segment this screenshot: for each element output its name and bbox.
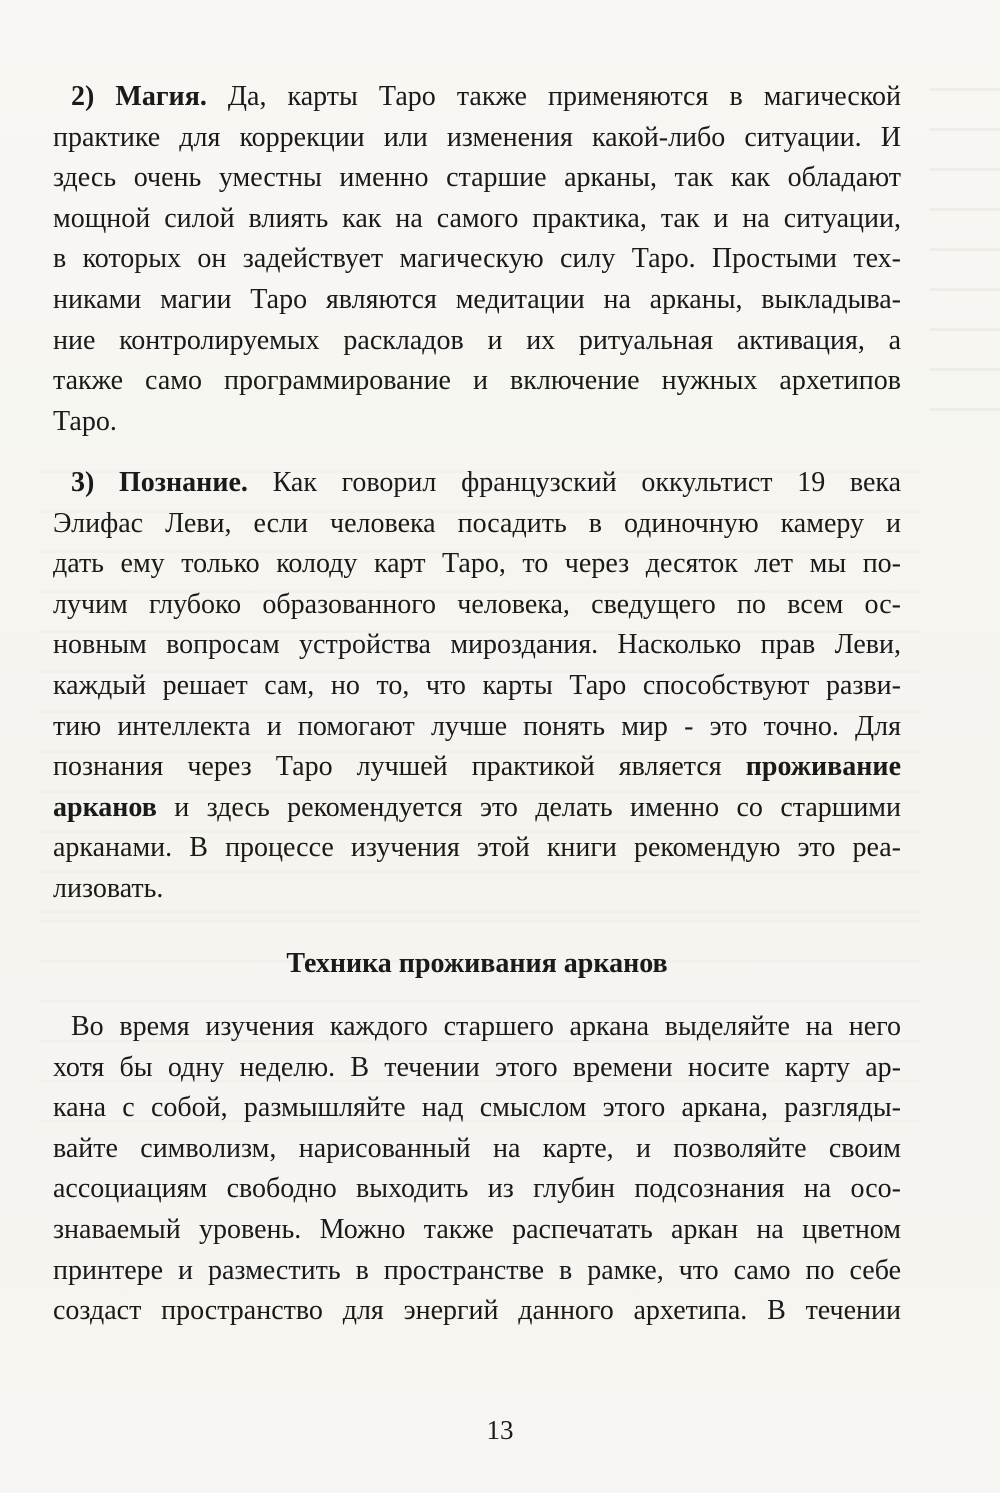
text-line: лизовать. (53, 872, 164, 904)
knowledge-label: 3) Познание. (71, 467, 248, 498)
magic-label: 2) Магия. (71, 81, 207, 112)
knowledge-paragraph (53, 463, 901, 910)
text-line: 2) Магия. Да, карты Таро также применяются в магической (71, 81, 901, 112)
text-line: познания через Таро лучшей практикой является проживание (53, 751, 901, 783)
text-line: Элифас Леви, если человека посадить в одиночную камеру и (53, 507, 901, 539)
technique-paragraph (53, 1007, 901, 1332)
text-line: никами магии Таро являются медитации на арканы, выкладыва- (53, 283, 901, 315)
text-line: в которых он задействует магическую силу Таро. Простыми тех- (53, 243, 901, 275)
emphasis-living-arcana: проживание (745, 751, 901, 783)
text-line: мощной силой влиять как на самого практика, так и на ситуации, (53, 202, 901, 234)
text-line: дать ему только колоду карт Таро, то через десяток лет мы по- (53, 548, 901, 580)
text-line: принтере и разместить в пространстве в рамке, что само по себе (53, 1254, 901, 1286)
text-line: хотя бы одну неделю. В течении этого времени носите карту ар- (53, 1051, 901, 1083)
text-line: Во время изучения каждого старшего аркана выделяйте на него (71, 1011, 901, 1042)
text-line: тию интеллекта и помогают лучше понять мир - это точно. Для (53, 710, 901, 742)
text-line: каждый решает сам, но то, что карты Таро способствуют разви- (53, 669, 901, 701)
text-line: арканов и здесь рекомендуется это делать именно со старшими (53, 791, 901, 823)
text-line: арканами. В процессе изучения этой книги рекомендую это реа- (53, 832, 901, 864)
text-line: создаст пространство для энергий данного архетипа. В течении (53, 1295, 901, 1327)
text-line: знаваемый уровень. Можно также распечатать аркан на цветном (53, 1213, 901, 1245)
text-line: Таро. (53, 405, 117, 437)
page-number: 13 (486, 1415, 514, 1445)
text-line: вайте символизм, нарисованный на карте, и позволяйте своим (53, 1132, 901, 1164)
emphasis-arcana: арканов (53, 791, 157, 823)
section-heading: Техника проживания арканов (286, 948, 668, 979)
text-line: ние контролируемых раскладов и их ритуальная активация, а (53, 324, 901, 356)
text-line: лучим глубоко образованного человека, сведущего по всем ос- (53, 588, 901, 620)
text-line: ассоциациям свободно выходить из глубин подсознания на осо- (53, 1173, 901, 1205)
bleed-through-shadow (930, 88, 1000, 428)
text-line: здесь очень уместны именно старшие арканы, так как обладают (53, 162, 901, 194)
magic-paragraph (53, 77, 901, 442)
text-line: 3) Познание. Как говорил французский оккультист 19 века (71, 467, 901, 498)
text-line: также само программирование и включение нужных архетипов (53, 365, 901, 397)
text-line: практике для коррекции или изменения какой-либо ситуации. И (53, 121, 901, 153)
text-line: новным вопросам устройства мироздания. Насколько прав Леви, (53, 629, 901, 661)
text-line: кана с собой, размышляйте над смыслом этого аркана, разгляды- (53, 1092, 901, 1124)
